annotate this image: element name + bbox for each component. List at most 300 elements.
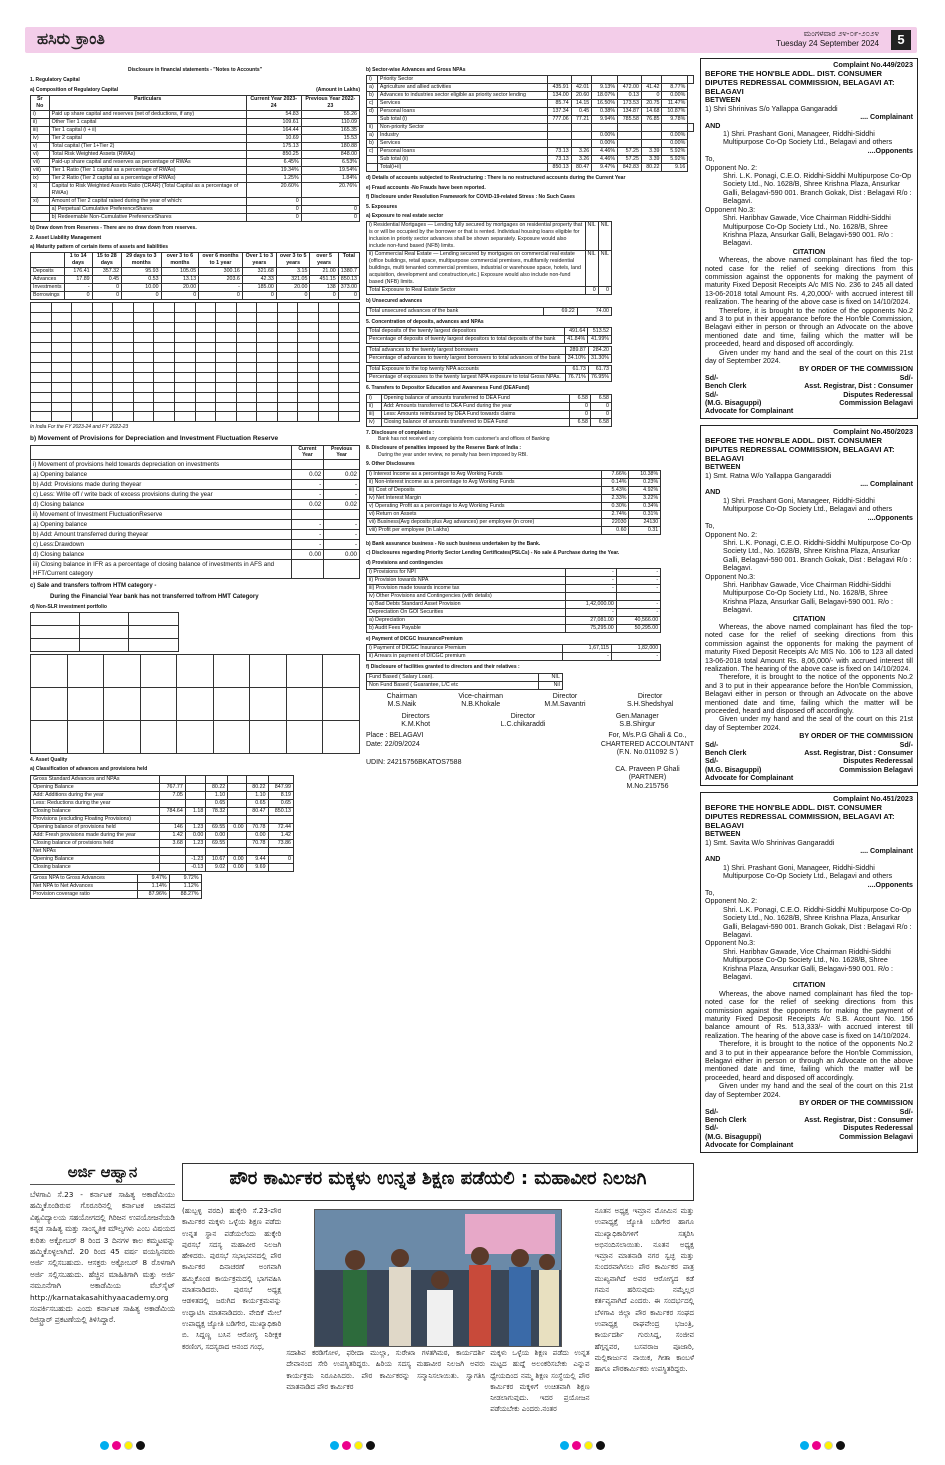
opponent-3: Shri. Haribhav Gawade, Vice Chairman Riddhi-Siddhi Multipurpose Co-Op Society Ltd., No. 1628/B, Shree Krishna Plaza, Ansurkar Galli, Belagavi-590 001. R/o : Belagavi. (723, 214, 893, 248)
table-cell: 1,42,000.00 (565, 600, 616, 608)
signatory-name: (M.G. Bisaguppi) (705, 765, 762, 774)
table-cell (216, 313, 237, 323)
table-row (31, 111, 360, 119)
table-cell: 19.34% (246, 167, 301, 175)
sd: Sd/- (705, 1107, 719, 1116)
table-cell (195, 313, 216, 323)
table-cell: 1.10 (246, 791, 268, 799)
table-row (31, 303, 360, 313)
table-cell (339, 382, 360, 392)
asst-registrar: Asst. Registrar, Dist : Consumer (804, 749, 913, 758)
table-cell (618, 124, 642, 132)
table-cell (160, 847, 185, 855)
table-cell (216, 352, 237, 362)
table-row (31, 143, 360, 151)
table-cell: NIL (598, 222, 611, 251)
table-cell (318, 362, 339, 372)
table-cell (113, 372, 134, 382)
table-cell (318, 333, 339, 343)
officer (458, 693, 503, 710)
table-cell: Opening Balance (31, 783, 160, 791)
table-cell: 0 (92, 292, 121, 300)
table-cell (31, 392, 52, 402)
between-label: BETWEEN (705, 830, 741, 839)
table-cell (268, 815, 293, 823)
table-row (367, 355, 612, 363)
table-cell (133, 362, 154, 372)
table-cell: 109.61 (246, 119, 301, 127)
accounts-left-column (30, 64, 360, 1154)
asset-quality-sub: a) Classification of advances and provisions held (30, 766, 148, 773)
table-cell: 146 (160, 823, 185, 831)
table-cell (236, 303, 257, 313)
table-cell: 850.13 (268, 807, 293, 815)
covid-note: f) Disclosure under Resolution Framework for COVID-19-related Stress : No Such Cases (366, 194, 575, 201)
table-cell: 164.44 (246, 127, 301, 135)
table-cell (547, 132, 571, 140)
table-row (31, 529, 360, 539)
table-cell: 16.50% (592, 100, 618, 108)
table-header-cell: Over 1 to 3 years (242, 253, 276, 268)
table-row (367, 486, 661, 494)
advocate-label: Advocate for Complainant (705, 774, 794, 783)
table-row (31, 783, 294, 791)
signature-row (705, 1116, 913, 1124)
table-cell (160, 799, 185, 807)
table-cell (31, 343, 52, 353)
table-cell: Nil (538, 681, 562, 689)
table-cell: Total unsecured advances of the bank (367, 307, 544, 315)
table-cell: 0.00 (185, 831, 206, 839)
table-cell (641, 140, 662, 148)
table-cell: 85.74 (547, 100, 571, 108)
officer (387, 693, 417, 710)
table-cell (318, 303, 339, 313)
table-cell: 9.13% (592, 84, 618, 92)
signature-row (705, 741, 913, 749)
table-cell (257, 333, 278, 343)
table-row (367, 470, 661, 478)
table-cell: 0 (338, 292, 359, 300)
table-cell: ii) Arrears in payment of DICGC premium (367, 653, 563, 661)
table-cell (298, 352, 319, 362)
table-cell: 5.92% (662, 156, 688, 164)
table-cell (257, 303, 278, 313)
bench-clerk: Bench Clerk (705, 749, 747, 758)
table-cell: 19.54% (301, 167, 359, 175)
table-cell: c) (367, 148, 378, 156)
table-cell: Gross Standard Advances and NPAs (31, 775, 160, 783)
table-cell: 95.93 (122, 268, 162, 276)
table-header-cell: over 3 to 6 months (161, 253, 199, 268)
table-cell (246, 775, 268, 783)
table-cell (51, 343, 72, 353)
table-cell (72, 343, 93, 353)
asset-quality-table (30, 775, 294, 872)
table-cell: iii) Provision made towards income tax (367, 584, 566, 592)
table-cell: 20.60 (571, 92, 592, 100)
officer (501, 713, 546, 730)
table-cell (154, 343, 175, 353)
disputes: Disputes Rederessal (843, 390, 913, 399)
table-cell (51, 313, 72, 323)
table-cell (291, 509, 324, 519)
complaint-number: Complaint No.451/2023 (833, 793, 913, 803)
court-title: BEFORE THE HON'BLE ADDL. DIST. CONSUMER DIPUTES REDRESSAL COMMISSION, BELAGAVI AT: BELAGAVI (705, 69, 895, 97)
table-cell: 0.02 (324, 469, 360, 479)
table-row (367, 584, 661, 592)
disputes: Disputes Rederessal (843, 757, 913, 766)
table-cell (547, 76, 571, 84)
bench-clerk: Bench Clerk (705, 382, 747, 391)
table-cell: 357.32 (92, 268, 121, 276)
table-cell: 9.47% (137, 874, 169, 882)
table-cell (206, 815, 228, 823)
table-cell (257, 313, 278, 323)
table-cell: 61.73 (565, 366, 588, 374)
table-row (31, 198, 360, 206)
table-cell: 80.22 (641, 164, 662, 172)
table-cell: 0.60 (601, 526, 629, 534)
appearance-text: Therefore, it is brought to the notice of the opponents No.2 and 3 to put in their appearance before the Hon'ble Commission, Belagavi either in person or through an Advocate on the above mentioned date and time, failing which the matter will be proceeded, heard and disposed off accordingly. (705, 306, 913, 349)
table-row (31, 549, 360, 559)
table-cell: a) (367, 84, 378, 92)
table-cell (324, 559, 360, 578)
table-cell: iii) Closing balance in IFR as a percentage of closing balance of investments in AFS and HFT/Current category (31, 559, 292, 578)
table-cell: 70.78 (246, 839, 268, 847)
table-row (31, 167, 360, 175)
table-cell (174, 333, 195, 343)
table-cell: 54.83 (246, 111, 301, 119)
table-cell: - (324, 519, 360, 529)
table-cell (174, 402, 195, 412)
table-cell: 9.16 (662, 164, 688, 172)
table-cell (160, 855, 185, 863)
appearance-text: Therefore, it is brought to the notice of the opponents No.2 and 3 to put in their appearance before the Hon'ble Commission, Belagavi either in person or through an Advocate on the above mentioned date and time, failing which the matter will be proceeded, heard and disposed off accordingly. (705, 673, 913, 716)
table-cell: 1.23 (185, 823, 206, 831)
registration-dots-1 (100, 1441, 148, 1450)
table-cell: - (324, 529, 360, 539)
table-cell (277, 372, 298, 382)
table-header-cell: 1 to 14 days (64, 253, 92, 268)
table-cell (571, 132, 592, 140)
table-row (367, 116, 694, 124)
table-cell: 6.58 (569, 394, 590, 402)
table-cell: 9.44 (246, 855, 268, 863)
table-cell: i) Interest Income as a percentage to Avg Working Funds (367, 470, 602, 478)
table-cell (268, 847, 293, 855)
table-header-row (31, 96, 360, 111)
table-cell: 0 (199, 292, 243, 300)
table-cell (236, 402, 257, 412)
table-row (367, 92, 694, 100)
table-cell (160, 863, 185, 871)
table-cell (277, 392, 298, 402)
table-cell: 6.58 (590, 394, 611, 402)
table-cell (51, 333, 72, 343)
table-cell (185, 775, 206, 783)
table-cell: Capital to Risk Weighted Assets Ratio (CRAR) (Total Capital as a percentage of RWAs) (49, 183, 246, 198)
table-cell: b) Add: Amount transferred during theyear (31, 529, 292, 539)
table-cell: - (291, 489, 324, 499)
table-cell (195, 352, 216, 362)
table-cell: vii) Business(Avg deposits plus Avg advances) per employee (in crore) (367, 518, 602, 526)
table-cell (277, 412, 298, 422)
table-cell (92, 313, 113, 323)
table-cell: 0 (585, 287, 598, 295)
table-cell: 9.78% (662, 116, 688, 124)
table-cell (216, 343, 237, 353)
table-cell: Advances to industries sector eligible as priority sector lending (377, 92, 547, 100)
table-cell: 2.33% (601, 494, 629, 502)
table-cell: Services (377, 140, 547, 148)
table-cell: 73.86 (268, 839, 293, 847)
table-cell (133, 382, 154, 392)
facilities-heading: f) Disclosure of facilities granted to directors and their relatives : (366, 664, 520, 671)
table-row (367, 132, 694, 140)
table-cell: 3.22% (629, 494, 661, 502)
officer-name: N.B.Khokale (461, 701, 501, 709)
table-cell: 0.13 (618, 92, 642, 100)
table-cell (688, 124, 694, 132)
table-cell: Fund Based ( Salary Loan). (367, 673, 539, 681)
table-cell: 784.64 (160, 807, 185, 815)
table-row (31, 268, 360, 276)
table-cell: i) Residential Mortgages — Lending fully secured by mortgages on residential property that is or will be occupied by the borrower or that is rented. Individual housing loans eligible for inclusion in priority sector advances shall be shown separately. Exposure would also include non-fund based (NFB) limits. (367, 222, 586, 251)
table-cell (641, 132, 662, 140)
concentration-heading: 5. Concentration of deposits, advances and NPAs (366, 318, 484, 325)
table-cell: Closing balance (31, 863, 160, 871)
table-cell: Amount of Tier 2 capital raised during the year of which: (49, 198, 246, 206)
provisions-contingencies-table (366, 568, 661, 633)
table-cell (246, 847, 268, 855)
application-text: ಬೆಳಗಾವಿ ಸೆ.23 - ಕರ್ನಾಟಕ ಸಾಹಿತ್ಯ ಅಕಾಡೆಮಿಯು ಹಮ್ಮಿಕೊಂಡಿರುವ ಗೊರೂರಿನಲ್ಲಿ ಕರ್ನಾಟಕ ಜಾನಪದ ವಿಶ್ವವಿದ್ಯಾಲಯ ಸಹಯೋಗದಲ್ಲಿ ಗಿರಿಜನ ಉಪಯೋಜನೆಯಡಿ ಕನ್ನಡ ಸಾಹಿತ್ಯ ಮತ್ತು ಸಾಂಸ್ಕೃತಿಕ ಮೌಲ್ಯಗಳು ಎಂಬ ವಿಷಯದ ಕುರಿತು ಅಕ್ಟೋಬರ್ 8 ರಿಂದ 3 ದಿನಗಳ ಕಾಲ ಕಮ್ಮಟವನ್ನು ಹಮ್ಮಿಕೊಳ್ಳಲಾಗಿದೆ. 20 ರಿಂದ 45 ವರ್ಷ ವಯಸ್ಸಿನವರು ಅರ್ಜಿ ಸಲ್ಲಿಸಬಹುದು. ಆಸಕ್ತರು ಅಕ್ಟೋಬರ್ 8 ರೊಳಗಾಗಿ ಅರ್ಜಿ ಸಲ್ಲಿಸಬಹುದು. ಹೆಚ್ಚಿನ ಮಾಹಿತಿಗಾಗಿ ಮತ್ತು ಅರ್ಜಿ ನಮೂನೆಗಾಗಿ ಅಕಾಡೆಮಿಯ ವೆಬ್‌ಸೈಟ್ http://karnatakasahithyaacademy.org ಸಂಪರ್ಕಿಸಬಹುದು ಎಂದು ಕರ್ನಾಟಕ ಸಾಹಿತ್ಯ ಅಕಾಡೆಮಿಯ ರಿಜಿಸ್ಟ್ರಾರ್ ಪ್ರಕಟಣೆಯಲ್ಲಿ ತಿಳಿಸಿದ್ದಾರೆ. (30, 1190, 175, 1325)
table-cell (236, 392, 257, 402)
table-cell: 57.25 (618, 148, 642, 156)
table-cell (236, 372, 257, 382)
table-cell: 0.31% (629, 510, 661, 518)
table-cell (339, 352, 360, 362)
table-cell: 15.53 (301, 135, 359, 143)
opponent-3: Shri. Haribhav Gawade, Vice Chairman Riddhi-Siddhi Multipurpose Co-Op Society Ltd., No. 1628/B, Shree Krishna Plaza, Ansurkar Galli, Belagavi-590 001. R/o : Belagavi. (723, 947, 893, 981)
auditor-line: For, M/s.P.G Ghali & Co., (608, 732, 687, 740)
restructuring-note: d) Details of accounts subjected to Restructuring : There is no restructured accounts during the Current Year (366, 175, 626, 182)
table-cell: 842.83 (618, 164, 642, 172)
table-cell: Sub total (i) (377, 116, 547, 124)
table-cell (113, 333, 134, 343)
table-row (367, 366, 612, 374)
table-cell: - (64, 284, 92, 292)
table-cell: 10.38% (629, 470, 661, 478)
table-row (367, 108, 694, 116)
table-cell: 0.34% (629, 502, 661, 510)
table-cell: 31.30% (588, 355, 611, 363)
table-cell: 57.25 (618, 156, 642, 164)
table-row (31, 183, 360, 198)
table-row (31, 469, 360, 479)
to-label: To, (705, 522, 715, 531)
table-cell: - (324, 539, 360, 549)
table-row (367, 494, 661, 502)
drawdown-note: b) Draw down from Reserves - There are no draw down from reserves. (30, 225, 197, 232)
table-cell (367, 156, 378, 164)
complainant-label: .... Complainant (860, 113, 913, 122)
signatories (366, 693, 694, 791)
table-cell: Tier 1 capital (i + ii) (49, 127, 246, 135)
table-cell: Borrowings (31, 292, 65, 300)
table-cell (174, 392, 195, 402)
table-cell: 0 (268, 855, 293, 863)
table-cell: 78.32 (206, 807, 228, 815)
signature-row (705, 391, 913, 399)
table-header-cell: Current Year (291, 445, 324, 459)
provisions-contingencies-heading: d) Provisions and contingencies (366, 559, 443, 566)
section-alm: 2. Asset Liability Management (30, 234, 102, 241)
table-cell (301, 198, 359, 206)
table-cell (92, 372, 113, 382)
table-row (367, 402, 612, 410)
table-cell (113, 303, 134, 313)
table-cell: 134.87 (618, 108, 642, 116)
table-cell: 69.55 (206, 823, 228, 831)
table-cell (113, 392, 134, 402)
table-cell: 50,295.00 (616, 624, 660, 632)
table-cell (571, 140, 592, 148)
officer-title: Gen.Manager (615, 712, 659, 720)
table-cell: 0 (64, 292, 92, 300)
table-cell (228, 847, 246, 855)
table-row (367, 600, 661, 608)
table-row (367, 251, 612, 287)
maturity-table (30, 252, 360, 300)
table-cell (133, 313, 154, 323)
issuer-table (30, 654, 360, 754)
table-row (31, 479, 360, 489)
table-cell: 180.88 (301, 143, 359, 151)
table-cell (72, 382, 93, 392)
table-cell (318, 382, 339, 392)
complaints-text: Bank has not received any complaints from customer's and offices of Banking (378, 436, 550, 443)
signature-row (705, 766, 913, 774)
table-cell (31, 352, 52, 362)
table-cell: i) (367, 394, 382, 402)
officer-name: L.C.chikaraddi (500, 720, 546, 728)
table-cell: 2.74% (601, 510, 629, 518)
citation-body: Whereas, the above named complainant has filed the top-noted case for the relief of seeking directions from this commission against the opponents for making the payment of maturity Fixed Deposit Receipts A/c MIS No. 236 to 245 all dated 13-06-2018 total Amount Rs. 4,20,000/- with accrued interest till realization. The hearing of the above case is fixed on 14/10/2024. (705, 256, 913, 307)
real-estate-heading: a) Exposure to real estate sector (366, 213, 444, 220)
page-header (25, 27, 917, 53)
table-cell: a) Opening balance (31, 519, 292, 529)
table-cell (174, 352, 195, 362)
penalties-text: During the year under review, no penalty has been imposed by RBI. (378, 451, 528, 458)
table-cell (31, 303, 52, 313)
table-cell (268, 863, 293, 871)
table-cell: Total advances to the twenty largest borrowers (367, 347, 566, 355)
table-cell: ii) Provision towards NPA (367, 576, 566, 584)
officer-name: S.H.Shedshyal (626, 701, 674, 709)
auditor-block (601, 732, 694, 791)
table-cell: v) (31, 143, 50, 151)
table-header-cell (31, 445, 292, 459)
table-row (31, 807, 294, 815)
table-cell (72, 402, 93, 412)
table-cell (113, 382, 134, 392)
table-cell: 76.85 (641, 116, 662, 124)
table-cell (618, 132, 642, 140)
table-cell (92, 362, 113, 372)
table-cell: 55.26 (301, 111, 359, 119)
table-cell (51, 402, 72, 412)
table-cell (298, 372, 319, 382)
table-cell (324, 509, 360, 519)
table-row (31, 292, 360, 300)
table-row (367, 148, 694, 156)
table-cell: 0.00 (228, 823, 246, 831)
table-cell: d) (367, 108, 378, 116)
table-cell (277, 362, 298, 372)
table-cell (72, 412, 93, 422)
table-cell: i) Movement of provisions held towards depreciation on investments (31, 459, 292, 469)
table-cell: Personal loans (377, 148, 547, 156)
table-row (367, 156, 694, 164)
section-maturity: a) Maturity pattern of certain items of assets and liabilities (30, 244, 169, 251)
table-cell (133, 412, 154, 422)
table-cell (236, 313, 257, 323)
table-cell (216, 412, 237, 422)
table-cell: 850.13 (547, 164, 571, 172)
real-estate-table (366, 221, 612, 295)
table-cell (72, 392, 93, 402)
table-cell (257, 402, 278, 412)
table-cell: 8.77% (662, 84, 688, 92)
table-cell: Add: Fresh provisions made during the year (31, 831, 160, 839)
table-cell (236, 333, 257, 343)
table-cell (195, 402, 216, 412)
opponents-label: ....Opponents (867, 146, 913, 155)
table-cell: 4.46% (592, 156, 618, 164)
table-cell: i) Payment of DICGC Insurance Premium (367, 645, 563, 653)
table-cell: 321.05 (276, 276, 310, 284)
sector-table (366, 75, 694, 172)
table-cell: 767.77 (160, 783, 185, 791)
table-cell: Total capital (Tier 1+Tier 2) (49, 143, 246, 151)
table-cell: 0.00 (246, 831, 268, 839)
citation-label: CITATION (792, 247, 826, 256)
table-cell: 0 (246, 214, 301, 222)
given-text: Given under my hand and the seal of the court on this 21st day of September 2024. (705, 348, 913, 365)
table-row (31, 175, 360, 183)
officer-title: Director (510, 712, 536, 720)
news-story (182, 1163, 694, 1438)
legal-notice (700, 58, 918, 419)
provisions-table (30, 445, 360, 579)
table-cell: 10.67 (206, 855, 228, 863)
table-row (367, 140, 694, 148)
table-cell: Non-priority Sector (377, 124, 547, 132)
table-cell: 75,295.00 (565, 624, 616, 632)
table-cell: 0.23% (629, 478, 661, 486)
table-cell (92, 333, 113, 343)
table-cell: 0 (92, 284, 121, 292)
table-cell: 9.47% (592, 164, 618, 172)
table-cell (31, 382, 52, 392)
table-cell: x) (31, 183, 50, 198)
legal-notice (700, 792, 918, 1153)
table-cell: 785.58 (618, 116, 642, 124)
other-disclosures-heading: 9. Other Disclosures (366, 461, 415, 468)
table-cell: 9.02 (206, 863, 228, 871)
table-cell: 0 (242, 292, 276, 300)
